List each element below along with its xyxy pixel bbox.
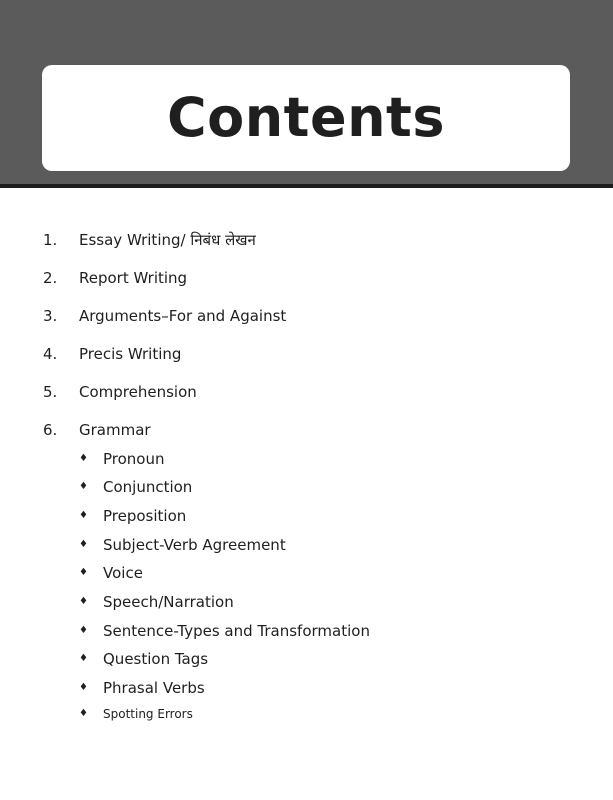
toc-item-label: Essay Writing/ निबंध लेखन	[79, 231, 256, 249]
diamond-bullet-icon: ♦	[79, 510, 88, 521]
grammar-subitem-question-tags	[79, 648, 208, 670]
grammar-subitem-conjunction	[79, 476, 192, 498]
toc-item-precis-writing	[43, 343, 181, 365]
toc-item-number: 4.	[43, 345, 58, 363]
grammar-subitem-phrasal-verbs	[79, 677, 205, 699]
grammar-subitem-voice	[79, 562, 143, 584]
diamond-bullet-icon: ♦	[79, 625, 88, 636]
grammar-subitem-label: Preposition	[103, 507, 187, 525]
grammar-subitem-preposition	[79, 505, 186, 527]
diamond-bullet-icon: ♦	[79, 481, 88, 492]
diamond-bullet-icon: ♦	[79, 596, 88, 607]
diamond-bullet-icon: ♦	[79, 567, 88, 578]
toc-item-number: 6.	[43, 421, 58, 439]
grammar-subitem-label: Phrasal Verbs	[103, 679, 205, 697]
grammar-subitem-speech-narration	[79, 591, 234, 613]
grammar-subitem-sentence-types	[79, 620, 370, 642]
toc-item-number: 5.	[43, 383, 58, 401]
toc-item-label: Arguments–For and Against	[79, 307, 287, 325]
diamond-bullet-icon: ♦	[79, 453, 88, 464]
grammar-subitem-label: Conjunction	[103, 478, 193, 496]
grammar-subitem-pronoun	[79, 448, 165, 470]
grammar-subitem-label: Spotting Errors	[103, 707, 193, 721]
toc-item-number: 2.	[43, 269, 58, 287]
grammar-subitem-label: Pronoun	[103, 450, 165, 468]
toc-item-label: Grammar	[79, 421, 151, 439]
toc-item-grammar	[43, 419, 151, 441]
grammar-subitem-label: Subject-Verb Agreement	[103, 536, 286, 554]
grammar-subitem-label: Speech/Narration	[103, 593, 234, 611]
grammar-subitem-label: Voice	[103, 564, 143, 582]
toc-item-number: 3.	[43, 307, 58, 325]
diamond-bullet-icon: ♦	[79, 653, 88, 664]
toc-item-label: Precis Writing	[79, 345, 182, 363]
toc-item-essay-writing	[43, 229, 256, 251]
toc-item-label: Report Writing	[79, 269, 188, 287]
grammar-subitem-label: Sentence-Types and Transformation	[103, 622, 370, 640]
grammar-subitem-subject-verb-agreement	[79, 534, 286, 556]
grammar-subitem-spotting-errors	[79, 703, 193, 725]
diamond-bullet-icon: ♦	[79, 708, 88, 719]
toc-item-comprehension	[43, 381, 197, 403]
diamond-bullet-icon: ♦	[79, 539, 88, 550]
toc-item-arguments	[43, 305, 286, 327]
diamond-bullet-icon: ♦	[79, 682, 88, 693]
toc-item-number: 1.	[43, 231, 58, 249]
toc-item-report-writing	[43, 267, 187, 289]
grammar-subitem-label: Question Tags	[103, 650, 209, 668]
page-title: Contents	[166, 85, 445, 149]
toc-item-label: Comprehension	[79, 383, 197, 401]
